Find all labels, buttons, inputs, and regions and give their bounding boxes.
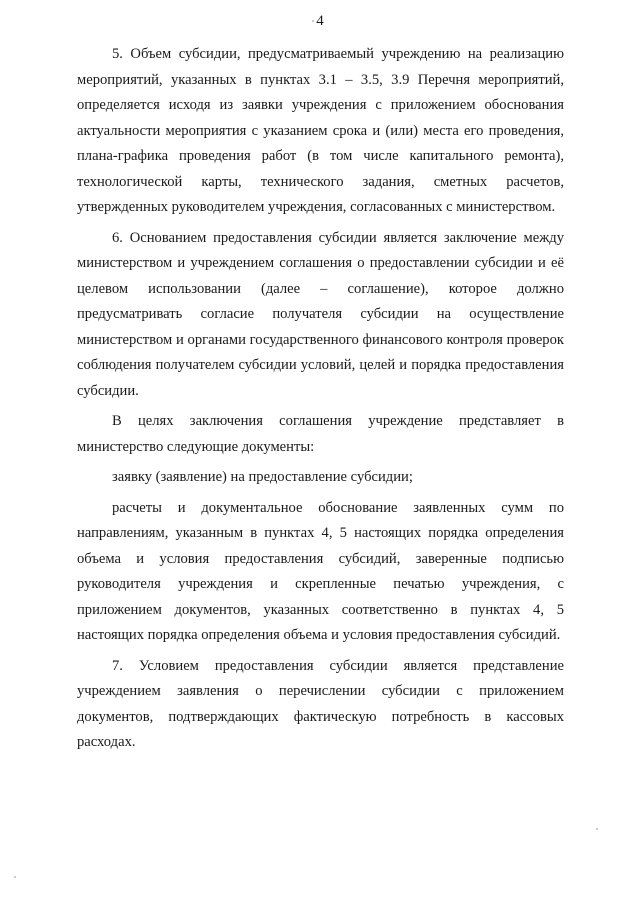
- scan-speck: [14, 876, 16, 878]
- paragraph-6-subsidy-basis: 6. Основанием предоставления субсидии является заключение между министерством и учреждением соглашения о предоставлении субсидии и её целевом использовании (далее – соглашение), которое должно предусматривать согласие получателя субсидии на осуществление министерством и органами государственного финансового контроля проверок соблюдения получателем субсидии условий, целей и порядка предоставления субсидии.: [77, 229, 564, 399]
- document-body: [77, 42, 564, 761]
- scan-speck: [312, 20, 314, 22]
- list-item-calculations: расчеты и документальное обоснование заявленных сумм по направлениям, указанным в пунктах 4, 5 настоящих порядка определения объема и условия предоставления субсидий, заверенные подписью руководителя учреждения и скрепленные печатью учреждения, с приложением документов, указанных соответственно в пунктах 4, 5 настоящих порядка определения объема и условия предоставления субсидий.: [77, 499, 564, 643]
- list-item-application: заявку (заявление) на предоставление субсидии;: [112, 469, 413, 485]
- paragraph-documents-intro: В целях заключения соглашения учреждение представляет в министерство следующие документы:: [77, 413, 564, 455]
- scan-speck: [596, 828, 598, 830]
- paragraph-7-subsidy-condition: 7. Условием предоставления субсидии является представление учреждением заявления о перечислении субсидии с приложением документов, подтверждающих фактическую потребность в кассовых расходах.: [77, 657, 564, 750]
- paragraph-5-subsidy-volume: 5. Объем субсидии, предусматриваемый учреждению на реализацию мероприятий, указанных в пунктах 3.1 – 3.5, 3.9 Перечня мероприятий, определяется исходя из заявки учреждения с приложением обоснования актуальности мероприятия с указанием срока и (или) места его проведения, плана-графика проведения работ (в том числе капитального ремонта), технологической карты, технического задания, сметных расчетов, утвержденных руководителем учреждения, согласованных с министерством.: [77, 46, 564, 215]
- page-number: 4: [316, 13, 324, 29]
